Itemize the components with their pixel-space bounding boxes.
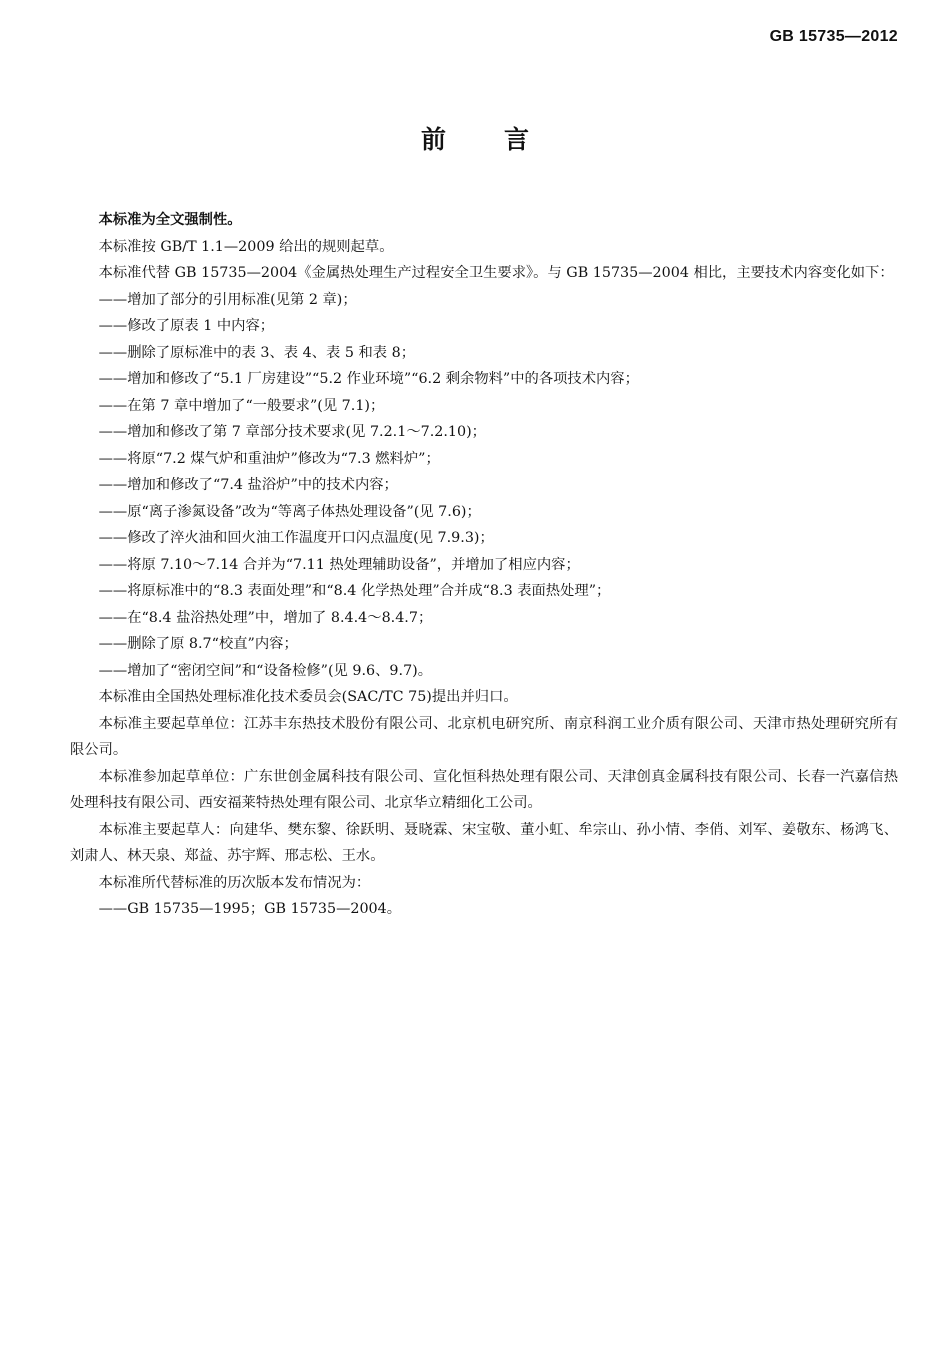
change-item: ——删除了原标准中的表 3、表 4、表 5 和表 8；	[98, 344, 416, 361]
replacement-statement: 本标准代替 GB 15735—2004《金属热处理生产过程安全卫生要求》。与 GB 15735—2004 相比，主要技术内容变化如下：	[98, 265, 894, 281]
change-item: ——将原标准中的“8.3 表面处理”和“8.4 化学热处理”合并成“8.3 表面热处理”；	[98, 583, 611, 599]
foreword-body	[70, 207, 898, 923]
main-drafting-units: 本标准主要起草单位：江苏丰东热技术股份有限公司、北京机电研究所、南京科润工业介质有限公司、天津市热处理研究所有限公司。	[70, 715, 898, 758]
change-item: ——增加了“密闭空间”和“设备检修”(见 9.6、9.7)。	[98, 662, 433, 679]
change-item: ——修改了原表 1 中内容；	[98, 318, 275, 334]
standard-code: GB 15735—2012	[769, 28, 898, 45]
change-item: ——增加和修改了“7.4 盐浴炉”中的技术内容；	[98, 477, 398, 493]
version-history-item: ——GB 15735—1995；GB 15735—2004。	[98, 901, 402, 917]
change-item: ——在“8.4 盐浴热处理”中，增加了 8.4.4～8.4.7；	[98, 609, 433, 626]
change-item: ——原“离子渗氮设备”改为“等离子体热处理设备”(见 7.6)；	[98, 503, 481, 520]
version-history-intro: 本标准所代替标准的历次版本发布情况为：	[98, 874, 371, 891]
mandatory-statement: 本标准为全文强制性。	[98, 212, 242, 228]
proposing-committee: 本标准由全国热处理标准化技术委员会(SAC/TC 75)提出并归口。	[98, 689, 518, 705]
change-item: ——增加了部分的引用标准(见第 2 章)；	[98, 291, 357, 308]
participating-units: 本标准参加起草单位：广东世创金属科技有限公司、宣化恒科热处理有限公司、天津创真金属科技有限公司、长春一汽嘉信热处理科技有限公司、西安福莱特热处理有限公司、北京华立精细化工公司。	[70, 768, 898, 811]
drafting-rule: 本标准按 GB/T 1.1—2009 给出的规则起草。	[98, 238, 394, 255]
page-title: 前言	[420, 125, 587, 154]
change-item: ——将原“7.2 煤气炉和重油炉”修改为“7.3 燃料炉”；	[98, 450, 440, 467]
change-item: ——将原 7.10～7.14 合并为“7.11 热处理辅助设备”，并增加了相应内容；	[98, 556, 580, 573]
change-item: ——删除了原 8.7“校直”内容；	[98, 636, 298, 652]
change-item: ——增加和修改了“5.1 厂房建设”“5.2 作业环境”“6.2 剩余物料”中的各项技术内容；	[98, 371, 639, 387]
change-item: ——增加和修改了第 7 章部分技术要求(见 7.2.1～7.2.10)；	[98, 424, 486, 440]
main-drafters: 本标准主要起草人：向建华、樊东黎、徐跃明、聂晓霖、宋宝敬、董小虹、牟宗山、孙小情、李俏、刘军、姜敬东、杨鸿飞、刘肃人、林天泉、郑益、苏宇辉、邢志松、王水。	[70, 821, 898, 864]
change-item: ——修改了淬火油和回火油工作温度开口闪点温度(见 7.9.3)；	[98, 530, 494, 546]
change-item: ——在第 7 章中增加了“一般要求”(见 7.1)；	[98, 397, 385, 414]
